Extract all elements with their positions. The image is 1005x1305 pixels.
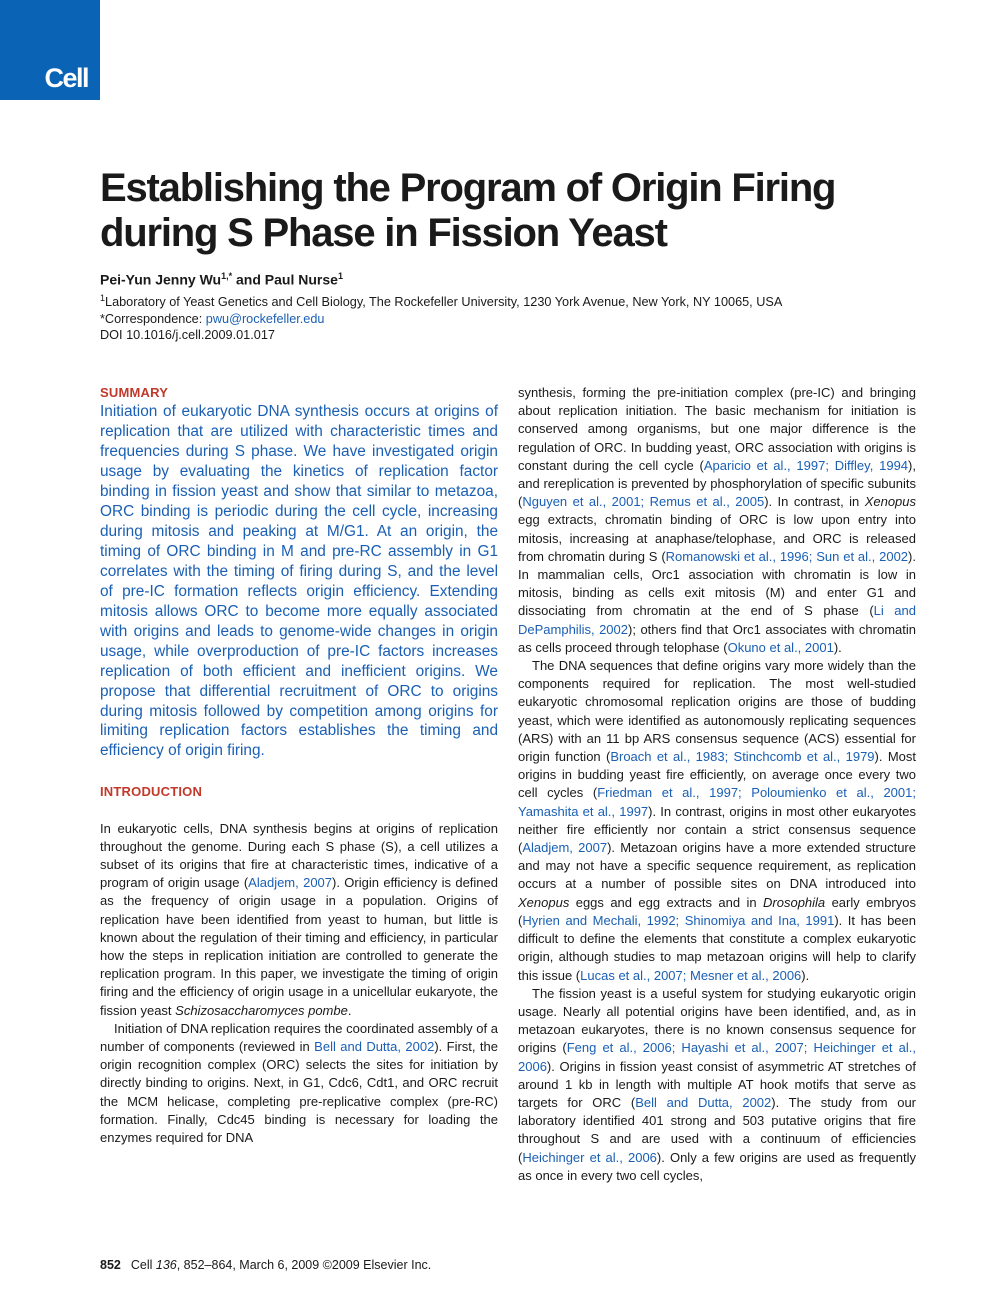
citation-link[interactable]: Heichinger et al., 2006 bbox=[522, 1149, 657, 1165]
text-run: ). In contrast, origins in most other eukaryotes neither fire efficiently nor contain a strict consensus sequence ( bbox=[518, 803, 916, 856]
body-paragraph-3 bbox=[518, 985, 916, 1185]
body-paragraph-1 bbox=[518, 384, 916, 657]
text-run: ). The study from our laboratory identified 401 strong and 503 putative origins that fire throughout S and are used with a continuum of efficiencies ( bbox=[518, 1094, 916, 1165]
footer-pages-date: , 852–864, March 6, 2009 bbox=[176, 1258, 323, 1272]
citation-link[interactable]: Feng et al., 2006; Hayashi et al., 2007; Heichinger et al., 2006 bbox=[518, 1040, 916, 1074]
citation-link[interactable]: Broach et al., 1983; Stinchcomb et al., 1979 bbox=[610, 749, 875, 765]
text-run: egg extracts, chromatin binding of ORC is low upon entry into mitosis, increasing at anaphase/telophase, and ORC is released from chromatin during S ( bbox=[518, 512, 916, 564]
text-run: ); others find that Orc1 associates with chromatin as cells proceed through telophase ( bbox=[518, 621, 916, 655]
text-run: The fission yeast is a useful system for studying eukaryotic origin usage. Nearly all potential origins have been identified, and, as in metazoan eukaryotes, there is no known consensus sequence for origins ( bbox=[518, 985, 916, 1056]
summary-heading: SUMMARY bbox=[100, 385, 169, 400]
footer-volume: 136 bbox=[155, 1258, 177, 1272]
citation-link[interactable]: Hyrien and Mechali, 1992; Shinomiya and Ina, 1991 bbox=[522, 912, 835, 928]
article-meta bbox=[100, 268, 920, 344]
footer-journal: Cell bbox=[130, 1258, 156, 1272]
author-conjunction: and bbox=[236, 271, 261, 288]
author-mark: 1 bbox=[337, 271, 343, 281]
text-run: ). bbox=[833, 639, 842, 655]
text-run: ). It has been difficult to define the elements that constitute a complex eukaryotic origin, although studies to map metazoan origins will help to clarify this issue ( bbox=[518, 912, 916, 983]
footer-copyright: ©2009 Elsevier Inc. bbox=[322, 1258, 432, 1272]
introduction-heading: INTRODUCTION bbox=[100, 784, 203, 800]
citation-link[interactable]: Lucas et al., 2007; Mesner et al., 2006 bbox=[580, 967, 802, 983]
species-name: Xenopus bbox=[518, 894, 570, 910]
citation-link[interactable]: Okuno et al., 2001 bbox=[727, 639, 834, 655]
citation-link[interactable]: Bell and Dutta, 2002 bbox=[635, 1094, 772, 1110]
correspondence-label: *Correspondence: bbox=[100, 311, 206, 326]
text-run: . bbox=[347, 1002, 352, 1018]
author-name: Paul Nurse bbox=[264, 271, 338, 288]
affiliation-mark: 1 bbox=[100, 293, 106, 304]
intro-paragraph-1 bbox=[100, 820, 498, 1020]
affiliation-text: Laboratory of Yeast Genetics and Cell Biology, The Rockefeller University, 1230 York Avenue, New York, NY 10065, USA bbox=[105, 295, 783, 310]
citation-link[interactable]: Aparicio et al., 1997; Diffley, 1994 bbox=[703, 457, 909, 473]
species-name: Drosophila bbox=[763, 894, 826, 910]
species-name: Schizosaccharomyces pombe bbox=[175, 1002, 348, 1018]
body-paragraph-2 bbox=[518, 657, 916, 985]
text-run: eggs and egg extracts and in bbox=[569, 894, 764, 910]
correspondence bbox=[100, 311, 920, 328]
text-run: ), and rereplication is prevented by phosphorylation of specific subunits ( bbox=[518, 457, 916, 510]
citation-link[interactable]: Romanowski et al., 1996; Sun et al., 2002 bbox=[665, 548, 909, 564]
journal-logo bbox=[0, 0, 100, 100]
text-run: early embryos ( bbox=[518, 894, 916, 928]
text-run: ). Origins in fission yeast consist of asymmetric AT stretches of around 1 kb in length with multiple AT hook motifs that serve as targets for ORC ( bbox=[518, 1058, 916, 1110]
text-run: ). First, the origin recognition complex (ORC) selects the sites for initiation by directly binding to origins. Next, in G1, Cdc6, Cdt1, and ORC recruit the MCM helicase, completing pre-replicative complex (pre-RC) formation. Finally, Cdc45 binding is necessary for loading the enzymes required for DNA bbox=[100, 1039, 498, 1146]
doi: DOI 10.1016/j.cell.2009.01.017 bbox=[100, 328, 275, 343]
citation-link[interactable]: Nguyen et al., 2001; Remus et al., 2005 bbox=[522, 494, 765, 510]
species-name: Xenopus bbox=[864, 494, 917, 510]
right-column bbox=[518, 384, 916, 1185]
correspondence-email-link[interactable]: pwu@rockefeller.edu bbox=[205, 311, 325, 326]
citation-link[interactable]: Friedman et al., 1997; Poloumienko et al., 2001; Yamashita et al., 1997 bbox=[518, 785, 916, 819]
citation-link[interactable]: Li and DePamphilis, 2002 bbox=[518, 603, 916, 637]
journal-logo-text: Cell bbox=[44, 63, 88, 93]
summary-text: Initiation of eukaryotic DNA synthesis occurs at origins of replication that are utilized with characteristic times and frequencies during S phase. We have investigated origin usage by evaluating the kinetics of replication factor binding in fission yeast and show that similar to metazoa, ORC binding is periodic during the cell cycle, increasing during mitosis and peaking at M/G1. At an origin, the timing of ORC binding in M and pre-RC assembly in G1 correlates with the timing of firing during S, and the level of pre-IC formation reflects origin efficiency. Extending mitosis allows ORC to become more equally associated with origins and leads to genome-wide changes in origin usage, while overproduction of pre-IC factors increases replication of both efficient and inefficient origins. We propose that differential recruitment of ORC to origins during mitosis followed by competition among origins for limiting replication factors establishes the timing and efficiency of origin firing. bbox=[100, 403, 498, 760]
page-number: 852 bbox=[100, 1258, 121, 1272]
intro-paragraph-2 bbox=[100, 1020, 498, 1147]
text-run: ). In contrast, in bbox=[764, 494, 865, 510]
citation-link[interactable]: Bell and Dutta, 2002 bbox=[314, 1039, 435, 1054]
author-mark: 1,* bbox=[221, 271, 233, 281]
affiliation bbox=[100, 290, 920, 311]
text-run: ). Most origins in budding yeast fire efficiently, on average once every two cell cycles ( bbox=[518, 749, 916, 801]
text-run: ). Origin efficiency is defined as the frequency of origin usage in a population. Origins of replication have been identified from yeast to human, but little is known about the regulation of their timing and efficiency, in particular how the steps in replication initiation are controlled to generate the replication program. In this paper, we investigate the timing of origin firing and the efficiency of origin usage in a unicellular eukaryote, the fission yeast bbox=[100, 875, 498, 1018]
text-run: The DNA sequences that define origins vary more widely than the components required for replication. The most well-studied eukaryotic chromosomal replication origins are those of budding yeast, which were identified as autonomously replicating sequences (ARS) with an 11 bp ARS consensus sequence (ACS) essential for origin function ( bbox=[518, 658, 916, 765]
text-run: synthesis, forming the pre-initiation complex (pre-IC) and bringing about replication initiation. The basic mechanism for initiation is conserved among organisms, but one major difference is the regulation of ORC. In budding yeast, ORC association with origins is constant during the cell cycle ( bbox=[518, 385, 916, 473]
citation-link[interactable]: Aladjem, 2007 bbox=[522, 840, 608, 856]
text-run: ). Metazoan origins have a more extended structure and may not have a specific sequence requirement, as replication occurs at a number of possible sites on DNA introduced into bbox=[518, 840, 916, 892]
author-list bbox=[100, 268, 920, 288]
text-run: ). Only a few origins are used as frequently as once in every two cell cycles, bbox=[518, 1149, 916, 1183]
article-title: Establishing the Program of Origin Firing during S Phase in Fission Yeast bbox=[100, 166, 836, 255]
text-run: ). bbox=[801, 967, 810, 983]
author-name: Pei-Yun Jenny Wu bbox=[100, 271, 222, 288]
page-footer bbox=[100, 1258, 431, 1272]
citation-link[interactable]: Aladjem, 2007 bbox=[248, 875, 333, 891]
text-run: Initiation of DNA replication requires the coordinated assembly of a number of components (reviewed in bbox=[100, 1020, 498, 1054]
text-run: ). In mammalian cells, Orc1 association with chromatin is low in mitosis, binding as cells exit mitosis (M) and enter G1 and dissociating from chromatin at the end of S phase ( bbox=[518, 548, 916, 619]
text-run: In eukaryotic cells, DNA synthesis begins at origins of replication throughout the genome. During each S phase (S), a cell utilizes a subset of its origins that fire at characteristic times, indicative of a program of origin usage ( bbox=[100, 820, 498, 891]
left-column bbox=[100, 384, 498, 1147]
